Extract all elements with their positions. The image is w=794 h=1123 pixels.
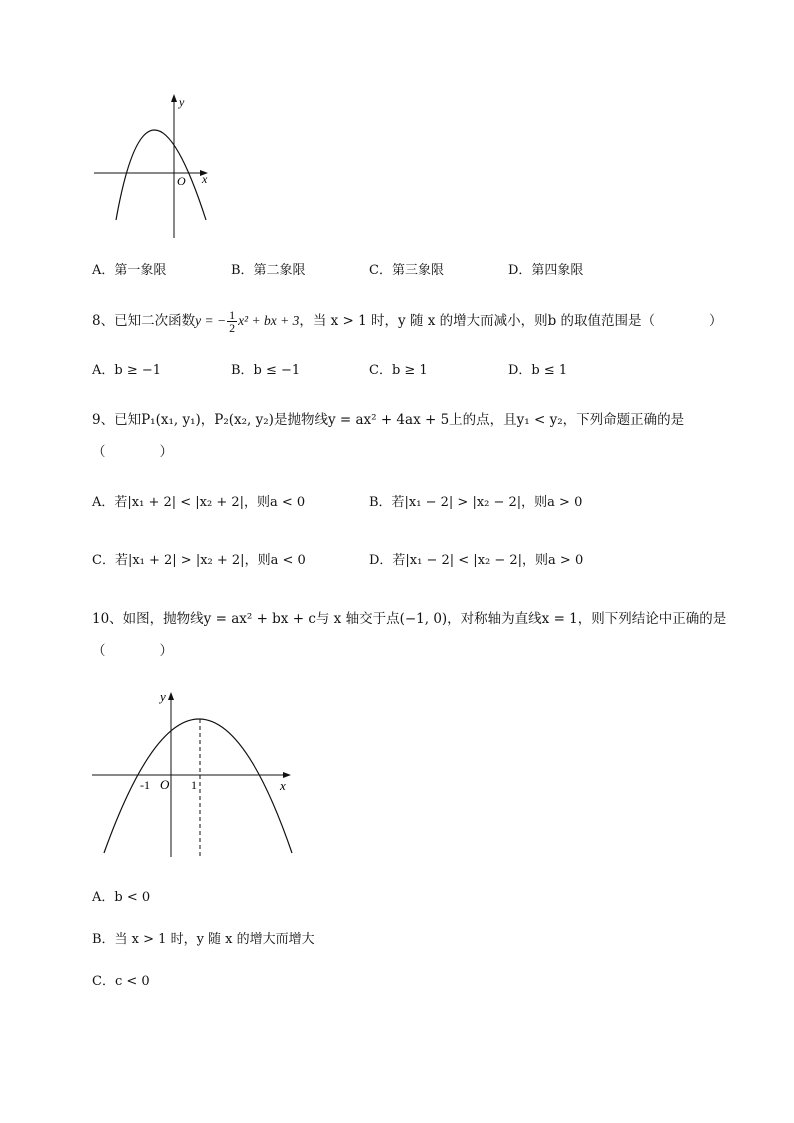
q10-origin-label: O [160,777,170,792]
q7-origin-label: O [177,174,186,188]
q9-option-b: B．若|x₁ − 2| > |x₂ − 2|，则a > 0 [369,495,583,510]
q7-parabola [116,130,206,220]
q8-stem [92,309,723,334]
q9-stem-line1: 9、已知P₁(x₁, y₁)，P₂(x₂, y₂)是抛物线y = ax² + 4ax + 5上的点，且y₁ < y₂，下列命题正确的是 [92,412,685,428]
q9-option-d: D．若|x₁ − 2| < |x₂ − 2|，则a > 0 [369,553,584,568]
q9-stem-line2: （ ） [92,444,173,460]
q8-frac-num: 1 [229,308,236,322]
q7-option-b: B．第二象限 [231,263,306,278]
q7-y-label: y [179,95,185,109]
q8-option-d: D．b ≤ 1 [508,363,568,378]
q7-parabola-graph [88,90,218,242]
q10-y-label: y [160,689,166,704]
q10-y-arrow [168,692,174,700]
q10-parabola [104,719,292,853]
q9-option-a: A．若|x₁ + 2| < |x₂ + 2|，则a < 0 [92,495,306,510]
q10-parabola-graph [88,685,298,860]
q8-frac-den: 2 [229,321,236,335]
q8-func-rhs: x² + bx + 3 [238,313,300,328]
q8-prefix: 8、已知二次函数 [92,313,196,329]
q8-func-lhs: y = − [195,313,227,328]
q7-option-c: C．第三象限 [369,263,444,278]
q7-x-label: x [202,172,208,186]
q9-option-c: C．若|x₁ + 2| > |x₂ + 2|，则a < 0 [92,553,306,568]
q7-option-a: A．第一象限 [92,263,167,278]
q10-option-b: B．当 x > 1 时，y 随 x 的增大而增大 [92,932,315,947]
q10-stem-line1: 10、如图，抛物线y = ax² + bx + c与 x 轴交于点(−1, 0)，对称轴为直线x = 1，则下列结论中正确的是 [92,611,727,627]
q7-option-d: D．第四象限 [508,263,584,278]
q10-x-label: x [280,778,286,793]
q10-one-label: 1 [191,778,197,792]
q10-neg1-label: -1 [140,778,150,792]
q8-option-a: A．b ≥ −1 [92,363,162,378]
q10-option-c: C．c < 0 [92,974,150,989]
q8-fraction [227,309,237,334]
q8-condition: ，当 x > 1 时，y 随 x 的增大而减小，则b 的取值范围是（ ） [299,313,723,329]
q8-option-b: B．b ≤ −1 [231,363,301,378]
q10-stem-line2: （ ） [92,643,173,659]
q10-option-a: A．b < 0 [92,890,151,905]
q7-y-arrow [171,94,177,102]
q8-option-c: C．b ≥ 1 [369,363,428,378]
